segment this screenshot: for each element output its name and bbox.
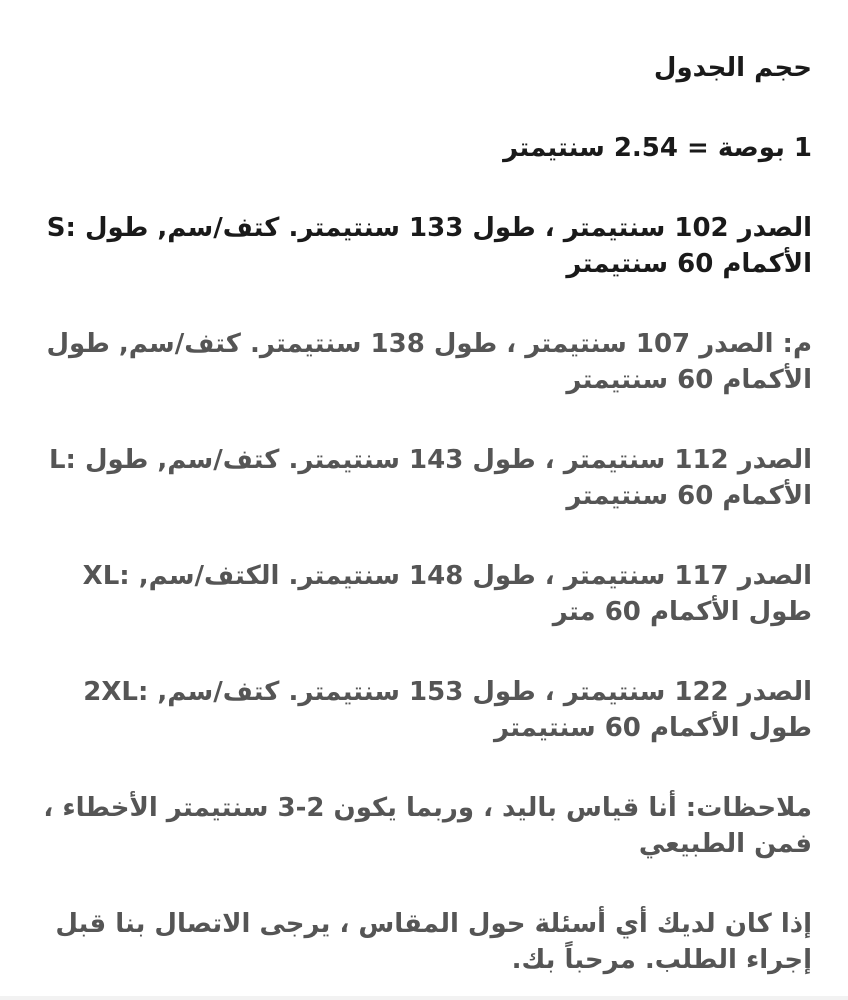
bottom-divider [0, 996, 848, 1000]
size-2xl-line: 2XL: الصدر 122 سنتيمتر ، طول 153 سنتيمتر. كتف/سم, طول الأكمام 60 سنتيمتر [83, 677, 812, 743]
size-s-line: S: الصدر 102 سنتيمتر ، طول 133 سنتيمتر. كتف/سم, طول الأكمام 60 سنتيمتر [46, 213, 812, 279]
document-title: حجم الجدول [653, 53, 812, 83]
inch-conversion-line: 1 بوصة = 2.54 سنتيمتر [503, 133, 812, 163]
notes-paragraph: ملاحظات: أنا قياس باليد ، وربما يكون 2-3 سنتيمتر الأخطاء ، فمن الطبيعي [43, 793, 812, 859]
size-xl-line: XL: الصدر 117 سنتيمتر ، طول 148 سنتيمتر. الكتف/سم, طول الأكمام 60 متر [82, 561, 812, 627]
size-l-line: L: الصدر 112 سنتيمتر ، طول 143 سنتيمتر. كتف/سم, طول الأكمام 60 سنتيمتر [48, 445, 812, 511]
size-m-line: م: الصدر 107 سنتيمتر ، طول 138 سنتيمتر. كتف/سم, طول الأكمام 60 سنتيمتر [46, 329, 812, 395]
contact-paragraph: إذا كان لديك أي أسئلة حول المقاس ، يرجى الاتصال بنا قبل إجراء الطلب. مرحباً بك. [55, 909, 812, 975]
